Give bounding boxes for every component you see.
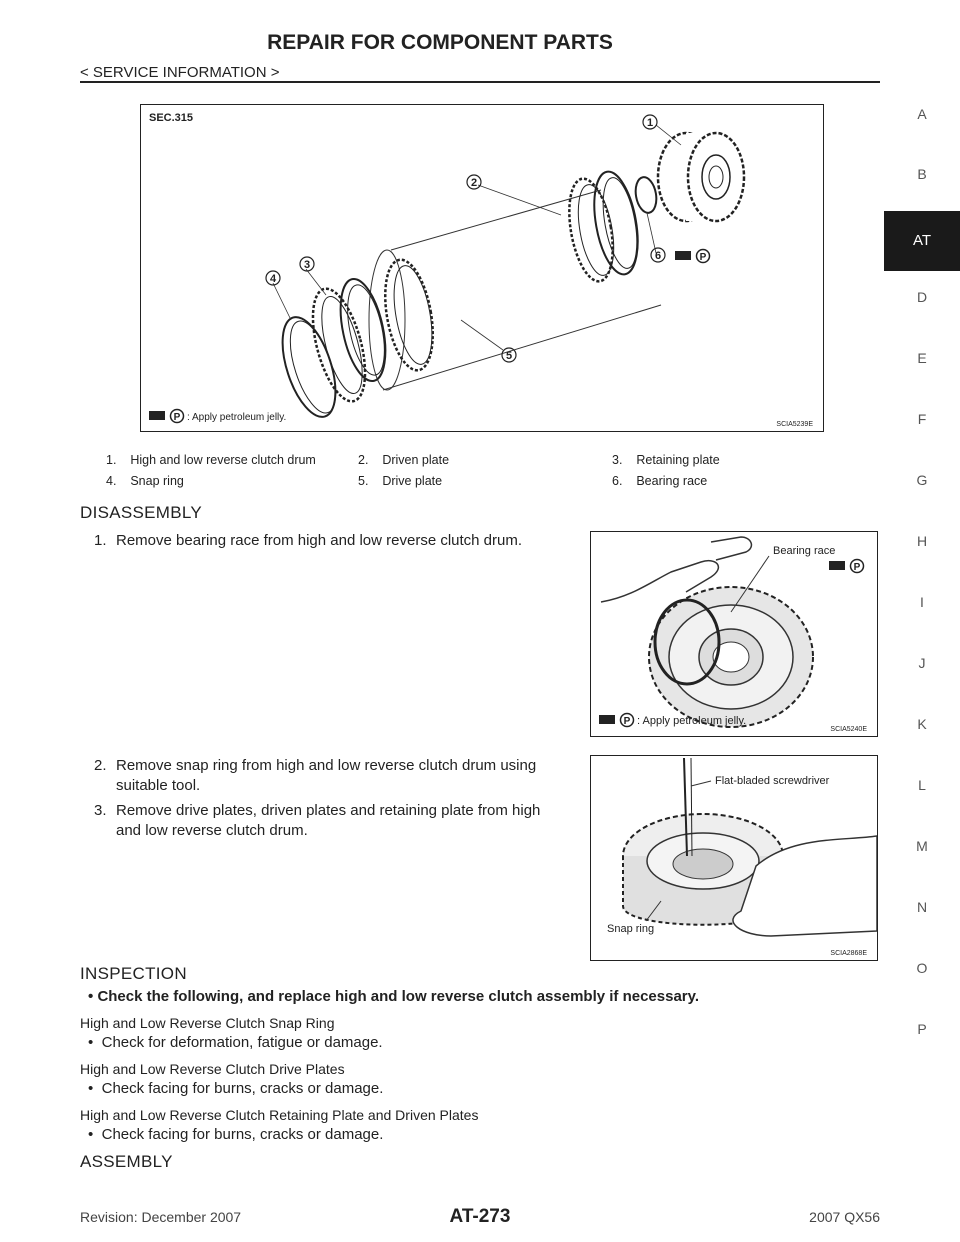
step-2-text-line2: suitable tool. xyxy=(116,777,201,794)
legend-item-3 xyxy=(612,453,720,467)
tab-p[interactable]: P xyxy=(917,1021,927,1037)
legend-label: Driven plate xyxy=(382,453,450,467)
bullet: • xyxy=(88,1126,94,1143)
section-subtitle: < SERVICE INFORMATION > xyxy=(80,64,280,81)
bullet: • xyxy=(88,1080,94,1097)
legend-number: 5. xyxy=(358,474,369,488)
legend-label: Snap ring xyxy=(130,474,184,488)
page-title: REPAIR FOR COMPONENT PARTS xyxy=(267,31,613,54)
legend-number: 4. xyxy=(106,474,117,488)
petroleum-jelly-icon xyxy=(829,560,864,574)
inspection-item-bullet: • Check for deformation, fatigue or damage. xyxy=(88,1034,383,1051)
header-divider xyxy=(80,81,880,83)
step-2 xyxy=(94,755,107,776)
callout-1: 1 xyxy=(646,117,654,129)
step-3-text-line1: Remove drive plates, driven plates and retaining plate from high xyxy=(116,802,541,819)
legend-number: 6. xyxy=(612,474,623,488)
petroleum-jelly-icon xyxy=(675,250,710,264)
inspection-item-title: High and Low Reverse Clutch Drive Plates xyxy=(80,1061,345,1077)
jelly-note: : Apply petroleum jelly. xyxy=(187,412,287,423)
legend-label: Drive plate xyxy=(382,474,443,488)
tab-o[interactable]: O xyxy=(916,960,928,976)
inspection-lead: • Check the following, and replace high and low reverse clutch assembly if necessary. xyxy=(88,988,700,1005)
svg-text:P: P xyxy=(699,252,707,263)
flat-bladed-screwdriver-label: Flat-bladed screwdriver xyxy=(715,775,830,787)
step-number: 1. xyxy=(94,532,107,549)
tab-a[interactable]: A xyxy=(917,106,927,122)
legend-number: 2. xyxy=(358,453,369,467)
bullet: • xyxy=(88,1034,94,1051)
snap-ring-label: Snap ring xyxy=(607,923,655,935)
tab-l[interactable]: L xyxy=(918,777,926,793)
legend-item-5 xyxy=(358,474,442,488)
callout-3: 3 xyxy=(303,259,311,271)
tab-m[interactable]: M xyxy=(916,838,928,854)
exploded-view-figure xyxy=(140,104,824,432)
step-2-text-line1: Remove snap ring from high and low reverse clutch drum using xyxy=(116,757,537,774)
bullet: • xyxy=(88,988,94,1005)
exploded-view-illustration xyxy=(141,105,823,431)
svg-text:P: P xyxy=(853,562,861,573)
inspection-item-bullet: • Check facing for burns, cracks or damage. xyxy=(88,1126,384,1143)
step-number: 2. xyxy=(94,757,107,774)
snap-ring-figure xyxy=(590,755,878,961)
sec-label: SEC.315 xyxy=(149,112,194,124)
legend-label: High and low reverse clutch drum xyxy=(130,453,316,467)
figure-code: SCIA5240E xyxy=(830,726,867,733)
step-3 xyxy=(94,800,107,821)
legend-label: Retaining plate xyxy=(636,453,720,467)
tab-d[interactable]: D xyxy=(916,289,928,305)
tab-f[interactable]: F xyxy=(917,411,927,427)
tab-b[interactable]: B xyxy=(917,166,927,182)
inspection-heading: INSPECTION xyxy=(80,964,187,983)
legend-number: 3. xyxy=(612,453,623,467)
revision-date: Revision: December 2007 xyxy=(80,1209,242,1225)
legend-label: Bearing race xyxy=(636,474,708,488)
tab-h[interactable]: H xyxy=(916,533,928,549)
tab-k[interactable]: K xyxy=(917,716,927,732)
figure-code: SCIA5239E xyxy=(776,421,813,428)
tab-n[interactable]: N xyxy=(916,899,928,915)
step-3-text-line2: and low reverse clutch drum. xyxy=(116,822,308,839)
legend-item-2 xyxy=(358,453,449,467)
callout-4: 4 xyxy=(269,273,277,285)
callout-2: 2 xyxy=(470,177,478,189)
callout-6: 6 xyxy=(654,250,662,262)
legend-number: 1. xyxy=(106,453,117,467)
tab-i[interactable]: I xyxy=(920,594,924,610)
inspection-item-title: High and Low Reverse Clutch Snap Ring xyxy=(80,1015,335,1031)
tab-e[interactable]: E xyxy=(917,350,927,366)
inspection-item-title: High and Low Reverse Clutch Retaining Plate and Driven Plates xyxy=(80,1107,479,1123)
step-1 xyxy=(94,530,107,551)
step-number: 3. xyxy=(94,802,107,819)
callout-5: 5 xyxy=(505,350,513,362)
petroleum-jelly-icon xyxy=(149,410,184,424)
page-number: AT-273 xyxy=(449,1206,511,1227)
inspection-item-bullet: • Check facing for burns, cracks or damage. xyxy=(88,1080,384,1097)
tab-at[interactable]: AT xyxy=(884,211,960,271)
bearing-race-illustration xyxy=(591,532,877,736)
snap-ring-illustration xyxy=(591,756,877,960)
step-1-text: Remove bearing race from high and low reverse clutch drum. xyxy=(116,532,523,549)
legend-item-6 xyxy=(612,474,707,488)
tab-j[interactable]: J xyxy=(918,655,926,671)
legend-item-4 xyxy=(106,474,184,488)
bearing-race-label: Bearing race xyxy=(773,545,836,557)
legend-item-1 xyxy=(106,453,316,467)
tab-g[interactable]: G xyxy=(916,472,928,488)
bearing-race-figure xyxy=(590,531,878,737)
svg-text:P: P xyxy=(173,412,181,423)
svg-text:P: P xyxy=(623,716,631,727)
petroleum-jelly-icon xyxy=(599,714,634,728)
disassembly-heading: DISASSEMBLY xyxy=(80,503,203,522)
figure-code: SCIA2868E xyxy=(830,950,867,957)
jelly-note: : Apply petroleum jelly. xyxy=(637,715,747,727)
model-name: 2007 QX56 xyxy=(809,1209,880,1225)
assembly-heading: ASSEMBLY xyxy=(80,1152,173,1171)
